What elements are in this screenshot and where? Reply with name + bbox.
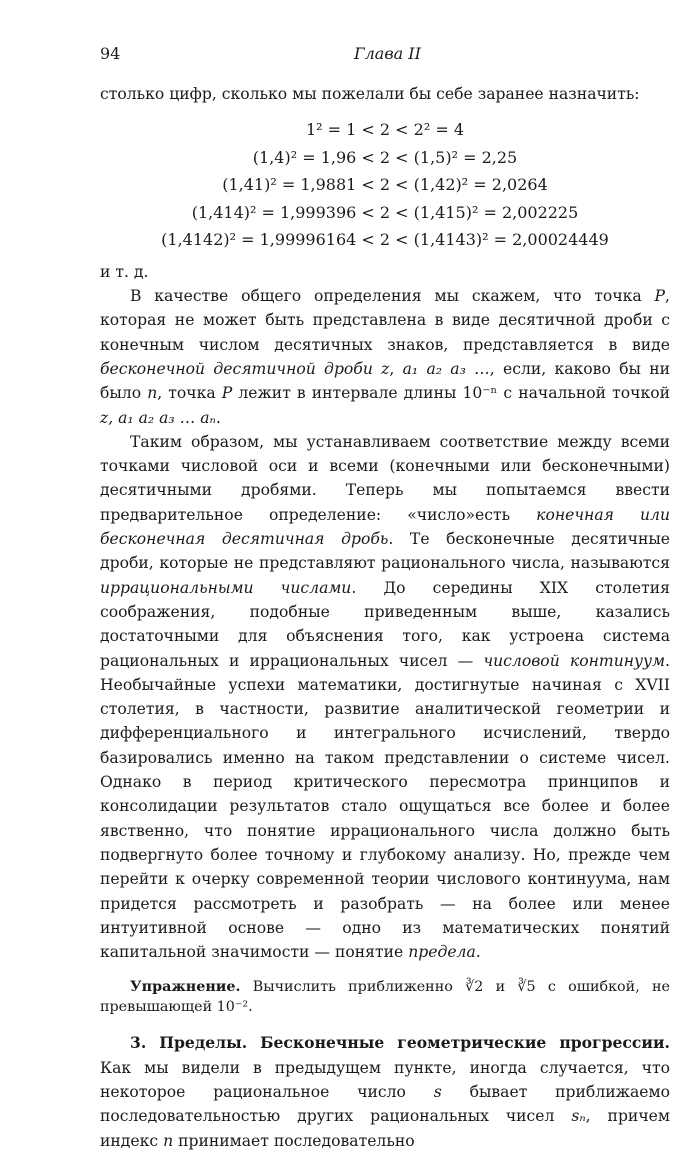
chapter-title: Глава II xyxy=(354,44,421,63)
text-run: , если, каково бы ни было xyxy=(100,359,671,403)
math-expression: z, a₁ a₂ a₃ … aₙ xyxy=(100,408,216,427)
text-run: . xyxy=(215,408,221,427)
page-header xyxy=(100,44,670,66)
math-expression: ∛2 xyxy=(465,979,484,996)
math-variable: sₙ xyxy=(571,1107,586,1126)
emphasis-term: предела xyxy=(408,943,476,962)
intro-line: столько цифр, сколько мы пожелали бы себе заранее назначить: xyxy=(100,85,640,103)
equation-line: 1² = 1 < 2 < 2² = 4 xyxy=(305,120,465,140)
text-run: , причем индекс xyxy=(100,1107,670,1150)
text-run: бывает приближаемо последовательностью других рациональных чисел xyxy=(100,1083,671,1126)
text-run: Как мы видели в предыдущем пункте, иногда случается, что некоторое рациональное число xyxy=(100,1058,670,1101)
paragraph-decimal-definition xyxy=(100,284,670,430)
exercise-paragraph xyxy=(100,977,670,1017)
equation-line: (1,414)² = 1,999396 < 2 < (1,415)² = 2,002225 xyxy=(191,202,579,222)
text-run: . xyxy=(475,943,481,962)
exercise-label: Упражнение. xyxy=(130,979,241,996)
emphasis-term: конечная или бесконечная десятичная дробь xyxy=(100,505,671,549)
math-variable: z xyxy=(372,359,390,378)
equation-line: (1,41)² = 1,9881 < 2 < (1,42)² = 2,0264 xyxy=(222,175,548,195)
equation-line: (1,4142)² = 1,99996164 < 2 < (1,4143)² = 2,00024449 xyxy=(161,230,609,250)
page-content xyxy=(100,82,670,1153)
emphasis-term: числовой континуум xyxy=(483,651,666,670)
equation-line: (1,4)² = 1,96 < 2 < (1,5)² = 2,25 xyxy=(252,147,518,167)
text-run: , точка xyxy=(157,384,222,403)
etc-line: и т. д. xyxy=(100,262,149,281)
math-variable: n xyxy=(163,1131,174,1150)
text-run: и xyxy=(483,979,518,996)
text-run: Таким образом, мы устанавливаем соответствие между всеми точками числовой оси и всеми (конечными или бесконечными) десятичными дробями. Теперь мы попытаемся ввести предварительное определение: «число»есть xyxy=(100,432,670,524)
text-run: с ошибкой, не превышающей xyxy=(100,979,670,1016)
math-variable: n xyxy=(147,384,158,403)
text-run: В качестве общего определения мы скажем, что точка xyxy=(130,287,655,306)
math-variable: P xyxy=(221,384,233,403)
text-run: . Необычайные успехи математики, достигнутые начиная с XVII столетия, в частности, развитие аналитической геометрии и дифференциального и интегрального исчислений, твердо базировались именно на таком представлении о системе чисел. Однако в период критического пересмотра принципов и консолидации результатов стало ощущаться все более и более явственно, что понятие иррационального числа должно быть подвергнуто более точному и глубокому анализу. Но, прежде чем перейти к очерку современной теории числового континуума, нам придется рассмотреть и разобрать — на более или менее интуитивной основе — одно из математических понятий капитальной значимости — понятие xyxy=(100,651,670,962)
text-run: , xyxy=(389,359,403,378)
emphasis-term: иррациональными числами xyxy=(100,578,352,597)
text-run: Вычислить приближенно xyxy=(240,979,466,996)
text-run: . Те бесконечные десятичные дроби, которые не представляют рационального числа, называются xyxy=(100,530,670,573)
text-run: лежит в интервале длины xyxy=(232,384,463,403)
math-expression: a₁ a₂ a₃ … xyxy=(402,359,490,378)
math-expression: ∛5 xyxy=(517,979,536,996)
paragraph-number-continuum xyxy=(100,430,670,965)
math-variable: P xyxy=(654,287,666,306)
math-expression: 10⁻² xyxy=(216,999,249,1016)
text-run: с начальной точкой xyxy=(497,384,670,403)
section-title: 3. Пределы. Бесконечные геометрические прогрессии. xyxy=(130,1033,670,1053)
text-run: , которая не может быть представлена в виде десятичной дроби с конечным числом десятичных знаков, представляется в виде xyxy=(100,287,670,354)
page-number: 94 xyxy=(100,44,121,63)
text-run: . xyxy=(248,999,253,1016)
math-expression: 10⁻ⁿ xyxy=(462,384,498,403)
section-paragraph xyxy=(100,1031,670,1152)
emphasis-term: бесконечной десятичной дроби xyxy=(100,359,373,378)
equation-block xyxy=(100,116,670,254)
text-run: принимает последовательно xyxy=(173,1131,415,1150)
math-variable: s xyxy=(433,1083,442,1101)
text-run: . До середины XIX столетия соображения, подобные приведенным выше, казались достаточными для объяснения того, как устроена система рациональных и иррациональных чисел — xyxy=(100,578,670,670)
